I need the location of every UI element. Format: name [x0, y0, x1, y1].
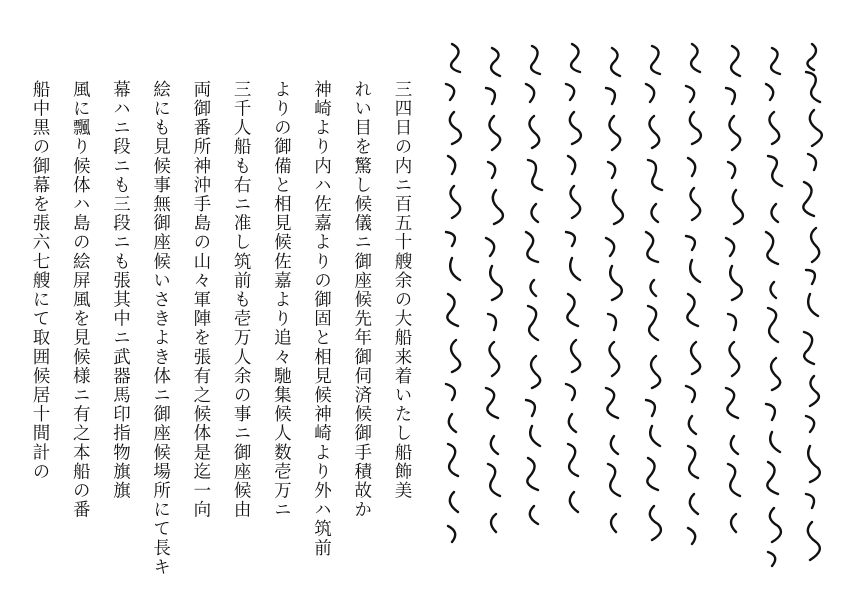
- printed-column-5: 三千人船も右ニ准し筑前も壱万人余の事ニ御座候由: [231, 80, 252, 520]
- printed-column-9: 風に飄り候体ハ島の絵屏風を見候様ニ有之本船の番: [70, 80, 91, 520]
- printed-column-4: よりの御備と相見候佐嘉より追々馳集候人数壱万ニ: [271, 80, 292, 520]
- printed-column-7: 絵にも見候事無御座候いさきよき体ニ御座候場所にて長キ: [150, 80, 171, 577]
- handwritten-facsimile: [434, 32, 834, 592]
- printed-transcription: [30, 80, 412, 580]
- printed-column-2: れい目を驚し候儀ニ御座候先年御伺済候御手積故か: [351, 80, 372, 520]
- printed-column-3: 神崎より内ハ佐嘉よりの御固と相見候神崎より外ハ筑前: [311, 80, 332, 558]
- printed-column-6: 両御番所神沖手島の山々軍陣を張有之候体是迄一向: [190, 80, 211, 520]
- printed-column-10: 船中黒の御幕を張六七艘にて取囲候居十間計の: [30, 80, 50, 482]
- handwriting-strokes: [434, 32, 834, 592]
- printed-column-1: 三四日の内ニ百五十艘余の大船来着いたし船飾美: [391, 80, 412, 501]
- printed-column-8: 幕ハニ段ニも三段ニも張其中ニ武器馬印指物旗旗: [110, 80, 131, 501]
